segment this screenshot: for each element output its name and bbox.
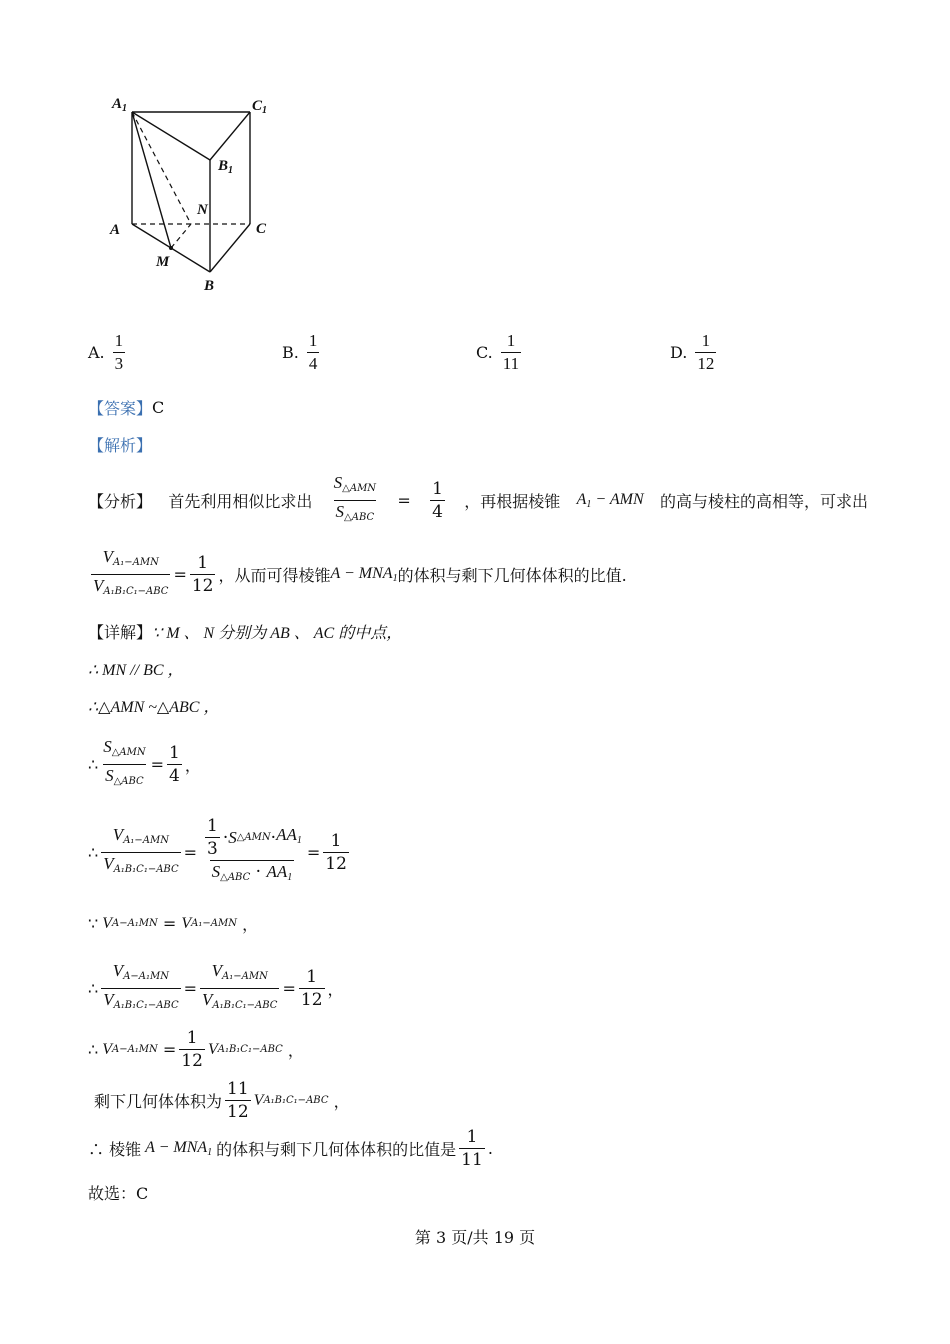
option-d[interactable]: D. $\frac{1}{12}$ — [670, 331, 715, 373]
analysis-line-1: 【分析】 首先利用相似比求出 $\frac{S_{\triangle AMN}}{S_{\triangle ABC}}$ = $\frac{1}{4}$ ，再根据棱锥 $A_1$ − AMN 的高与棱柱的高相等，可求出 — [88, 472, 868, 529]
label-b: B — [204, 278, 215, 294]
label-n: N — [197, 202, 208, 218]
option-a[interactable]: A. $\frac{1}{3}$ — [88, 331, 124, 373]
detail-line-7: ∴ $\frac{V_{A-A_1MN}}{V_{A_1B_1C_1-ABC}}$ = $\frac{V_{A_1-AMN}}{V_{A_1B_1C_1-ABC}}$ = $\frac{1}{12}$ ， — [88, 960, 344, 1017]
detail-line-9: 剩下几何体体积为 $\frac{11}{12}$ V A₁B₁C₁−ABC ， — [94, 1079, 350, 1122]
label-a1: $A_1$ — [112, 96, 128, 114]
label-c: C — [256, 221, 267, 237]
detail-line-10: ∴ 棱锥 $A - MNA_1$ 的体积与剩下几何体体积的比值是 $\frac{1}{11}$ . — [88, 1127, 493, 1170]
label-b1: $B_1$ — [218, 158, 234, 176]
option-b[interactable]: B. $\frac{1}{4}$ — [282, 331, 318, 373]
analysis-line-2: $\frac{V_{A_1-AMN}}{V_{A_1B_1C_1-ABC}}$ = $\frac{1}{12}$ ，从而可得棱锥 $A - MNA_1$ 的体积与剩下几何体体积的比值. — [88, 546, 627, 603]
answer-tag: 【答案】 — [88, 399, 153, 418]
option-c[interactable]: C. $\frac{1}{11}$ — [476, 331, 520, 373]
answer-value: C — [152, 398, 165, 417]
answer-line — [88, 396, 164, 419]
area-ratio-fraction: $\frac{S_{\triangle AMN}}{S_{\triangle ABC}}$ — [332, 472, 378, 529]
final-answer: 故选：C — [88, 1184, 149, 1203]
detail-line-1: 【详解】 ∵ M 、 N 分别为 AB 、 AC 的中点， — [88, 623, 403, 642]
label-c1: $C_1$ — [252, 98, 268, 116]
prism-figure — [100, 90, 290, 300]
detail-line-3: ∴△AMN ~△ABC ， — [88, 699, 220, 716]
page-footer: 第 3 页/共 19 页 — [414, 1228, 536, 1247]
detail-line-2: ∴ MN // BC ， — [88, 662, 184, 679]
label-m: M — [156, 254, 170, 270]
label-a: A — [110, 222, 121, 238]
detail-line-5: ∴ $\frac{V_{A_1-AMN}}{V_{A_1B_1C_1-ABC}}$ = $\frac{1}{3}$ · S △AMN · $AA_1$ $S_{\triangle ABC} \cdot AA_1$ = $\frac{1}{12}$ — [88, 815, 352, 889]
detail-line-6: ∵ V A−A₁MN = V A₁−AMN ， — [88, 914, 259, 934]
detail-line-4: ∴ $\frac{S_{\triangle AMN}}{S_{\triangle ABC}}$ = $\frac{1}{4}$ ， — [88, 736, 201, 793]
analysis-tag: 【解析】 — [88, 436, 153, 455]
detail-line-8: ∴ V A−A₁MN = $\frac{1}{12}$ V A₁B₁C₁−ABC ， — [88, 1028, 304, 1071]
